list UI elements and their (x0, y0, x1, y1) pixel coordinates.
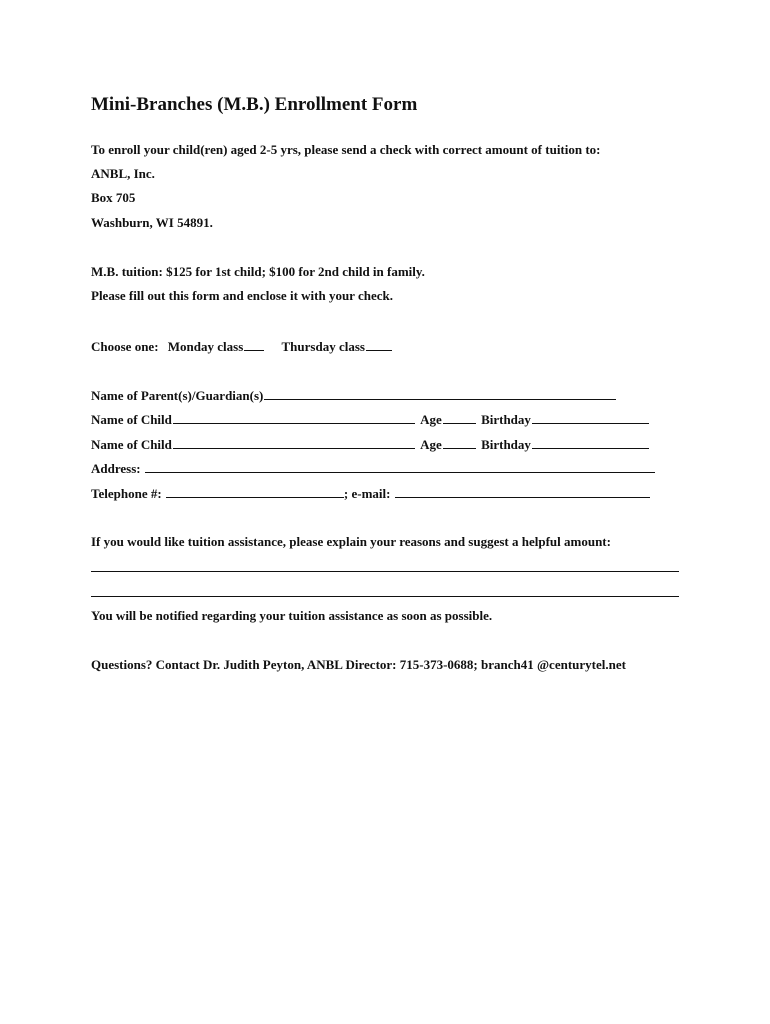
contact-row (91, 485, 650, 501)
assistance-line-1[interactable] (91, 571, 679, 572)
intro-text: To enroll your child(ren) aged 2-5 yrs, please send a check with correct amount of tuition to: (91, 142, 601, 157)
form-title: Mini-Branches (M.B.) Enrollment Form (91, 94, 418, 115)
birthday-label-2: Birthday (481, 437, 531, 452)
child-name-field-2[interactable] (173, 436, 415, 449)
age-label-1: Age (420, 412, 442, 427)
address-row (91, 460, 655, 476)
instructions-text: Please fill out this form and enclose it with your check. (91, 288, 393, 303)
address-line-3: Washburn, WI 54891. (91, 215, 213, 230)
child-name-field-1[interactable] (173, 411, 415, 424)
thursday-class-blank[interactable] (366, 338, 392, 351)
child-row-2 (91, 436, 649, 452)
monday-class-blank[interactable] (244, 338, 264, 351)
child-label-1: Name of Child (91, 412, 172, 427)
email-label: ; e-mail: (343, 486, 391, 501)
tuition-text: M.B. tuition: $125 for 1st child; $100 for 2nd child in family. (91, 264, 425, 279)
child-row-1 (91, 411, 649, 427)
telephone-field[interactable] (166, 485, 344, 498)
monday-class-label: Monday class (167, 339, 244, 354)
assistance-note: You will be notified regarding your tuition assistance as soon as possible. (91, 608, 493, 623)
address-field[interactable] (145, 460, 655, 473)
class-choice-prompt: Choose one: (91, 339, 159, 354)
birthday-field-2[interactable] (532, 436, 649, 449)
contact-text: Questions? Contact Dr. Judith Peyton, ANBL Director: 715-373-0688; branch41 @centurytel.net (91, 657, 626, 672)
age-field-1[interactable] (443, 411, 476, 424)
parent-name-field[interactable] (264, 387, 616, 400)
address-line-1: ANBL, Inc. (91, 166, 155, 181)
assistance-prompt: If you would like tuition assistance, please explain your reasons and suggest a helpful amount: (91, 534, 611, 549)
assistance-line-2[interactable] (91, 596, 679, 597)
child-label-2: Name of Child (91, 437, 172, 452)
birthday-field-1[interactable] (532, 411, 649, 424)
age-field-2[interactable] (443, 436, 476, 449)
telephone-label: Telephone #: (91, 486, 162, 501)
email-field[interactable] (395, 485, 650, 498)
address-line-2: Box 705 (91, 190, 136, 205)
age-label-2: Age (420, 437, 442, 452)
birthday-label-1: Birthday (481, 412, 531, 427)
parent-row (91, 387, 616, 403)
class-choice-row (91, 338, 392, 354)
thursday-class-label: Thursday class (281, 339, 365, 354)
parent-label: Name of Parent(s)/Guardian(s) (91, 388, 264, 403)
address-label: Address: (91, 461, 141, 476)
